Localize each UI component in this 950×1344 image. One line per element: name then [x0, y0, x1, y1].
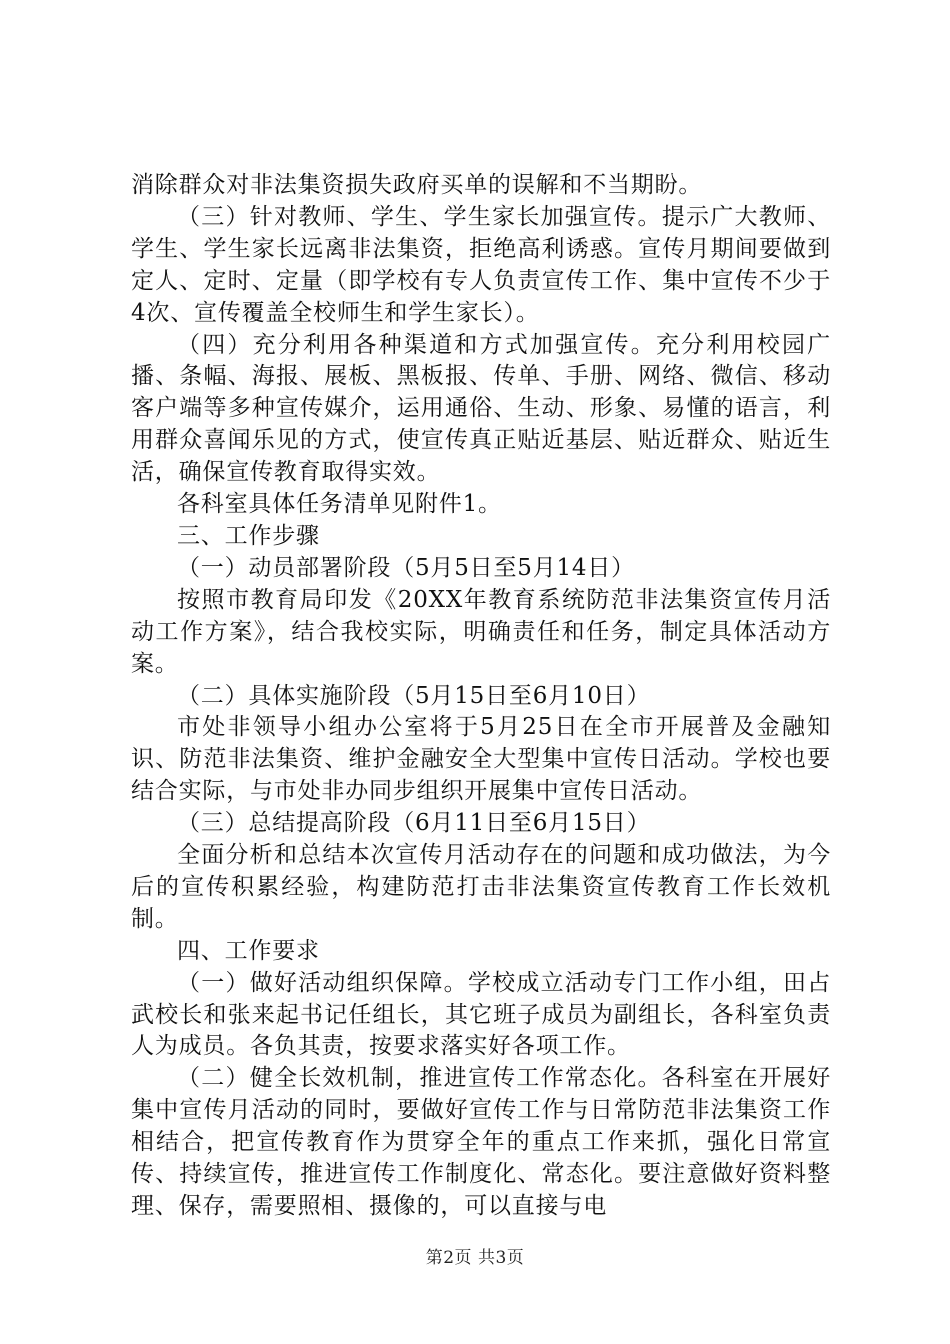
paragraph-11: 全面分析和总结本次宣传月活动存在的问题和成功做法，为今后的宣传积累经验，构建防范打击非法集资宣传教育工作长效机制。 — [131, 842, 831, 932]
subheading-3-2: （二）具体实施阶段（5月15日至6月10日） — [177, 682, 651, 709]
document-body — [131, 170, 831, 1223]
paragraph-13: （一）做好活动组织保障。学校成立活动专门工作小组，田占武校长和张来起书记任组长，其它班子成员为副组长，各科室负责人为成员。各负其责，按要求落实好各项工作。 — [131, 969, 831, 1060]
paragraph-1: 消除群众对非法集资损失政府买单的误解和不当期盼。 — [131, 172, 703, 198]
section-heading-4: 四、工作要求 — [177, 937, 320, 964]
subheading-3-1: （一）动员部署阶段（5月5日至5月14日） — [177, 554, 635, 581]
paragraph-2: （三）针对教师、学生、学生家长加强宣传。提示广大教师、学生、学生家长远离非法集资，拒绝高利诱惑。宣传月期间要做到定人、定时、定量（即学校有专人负责宣传工作、集中宣传不少于4次、宣传覆盖全校师生和学生家长）。 — [131, 203, 831, 326]
paragraph-9: 市处非领导小组办公室将于5月25日在全市开展普及金融知识、防范非法集资、维护金融安全大型集中宣传日活动。学校也要结合实际，与市处非办同步组织开展集中宣传日活动。 — [131, 714, 831, 805]
subheading-3-3: （三）总结提高阶段（6月11日至6月15日） — [177, 810, 651, 837]
page-footer — [0, 1243, 950, 1268]
paragraph-4: 各科室具体任务清单见附件1。 — [177, 491, 502, 518]
paragraph-3: （四）充分利用各种渠道和方式加强宣传。充分利用校园广播、条幅、海报、展板、黑板报、传单、手册、网络、微信、移动客户端等多种宣传媒介，运用通俗、生动、形象、易懂的语言，利用群众喜闻乐见的方式，使宣传真正贴近基层、贴近群众、贴近生活，确保宣传教育取得实效。 — [131, 331, 831, 486]
page-number-label: 第2页 共3页 — [425, 1248, 525, 1268]
paragraph-14: （二）健全长效机制，推进宣传工作常态化。各科室在开展好集中宣传月活动的同时，要做好宣传工作与日常防范非法集资工作相结合，把宣传教育作为贯穿全年的重点工作来抓，强化日常宣传、持续宣传，推进宣传工作制度化、常态化。要注意做好资料整理、保存，需要照相、摄像的，可以直接与电 — [131, 1065, 831, 1219]
paragraph-7: 按照市教育局印发《20XX年教育系统防范非法集资宣传月活动工作方案》，结合我校实际，明确责任和任务，制定具体活动方案。 — [131, 586, 831, 677]
section-heading-3: 三、工作步骤 — [177, 522, 320, 549]
